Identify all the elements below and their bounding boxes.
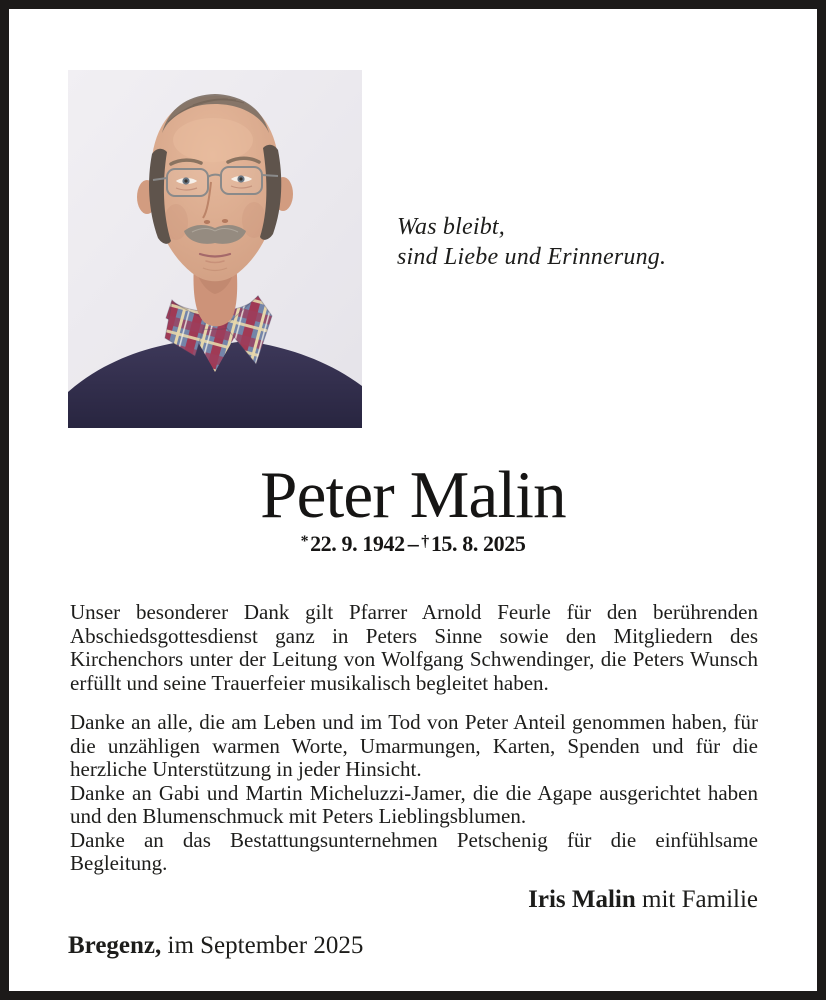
epitaph-quote [397, 212, 666, 272]
epitaph-line-1: Was bleibt, [397, 214, 505, 240]
footer-date: im September 2025 [161, 932, 364, 959]
paragraph-thanks-all: Danke an alle, die am Leben und im Tod von Peter Anteil genommen haben, für die unzähligen warmen Worte, Umarmungen, Karten, Spenden und für die herzliche Unterstützung in jeder Hinsicht. [70, 710, 758, 781]
death-date: 15. 8. 2025 [430, 531, 526, 556]
birth-symbol: * [300, 532, 309, 550]
birth-date: 22. 9. 1942 [310, 531, 405, 556]
dates-separator: – [407, 531, 419, 556]
signature-line [70, 886, 758, 914]
portrait-photo [68, 70, 362, 428]
forehead-highlight [173, 118, 253, 162]
footer-place: Bregenz, [68, 932, 162, 959]
paragraph-thanks-funeral-home: Danke an das Bestattungsunternehmen Petschenig für die einfühlsame Begleitung. [70, 827, 758, 875]
epitaph-line-2: sind Liebe und Erinnerung. [397, 244, 667, 270]
death-symbol: † [421, 532, 429, 550]
place-date-line [68, 932, 363, 960]
deceased-name: Peter Malin [260, 458, 566, 532]
paragraph-thanks-agape: Danke an Gabi und Martin Micheluzzi-Jamer, die die Agape ausgerichtet haben und den Blumenschmuck mit Peters Lieblingsblumen. [70, 780, 758, 828]
signature-suffix: mit Familie [635, 886, 758, 913]
paragraph-acknowledgement: Unser besonderer Dank gilt Pfarrer Arnold Feurle für den berührenden Abschiedsgottesdienst ganz in Peters Sinne sowie den Mitgliedern des Kirchenchors unter der Leitung von Wolfgang Schwendinger, die Peters Wunsch erfüllt und seine Trauerfeier musikalisch begleitet haben. [70, 600, 758, 695]
thanks-text-block [70, 601, 758, 876]
signature-name: Iris Malin [528, 886, 636, 913]
life-dates [0, 531, 826, 557]
